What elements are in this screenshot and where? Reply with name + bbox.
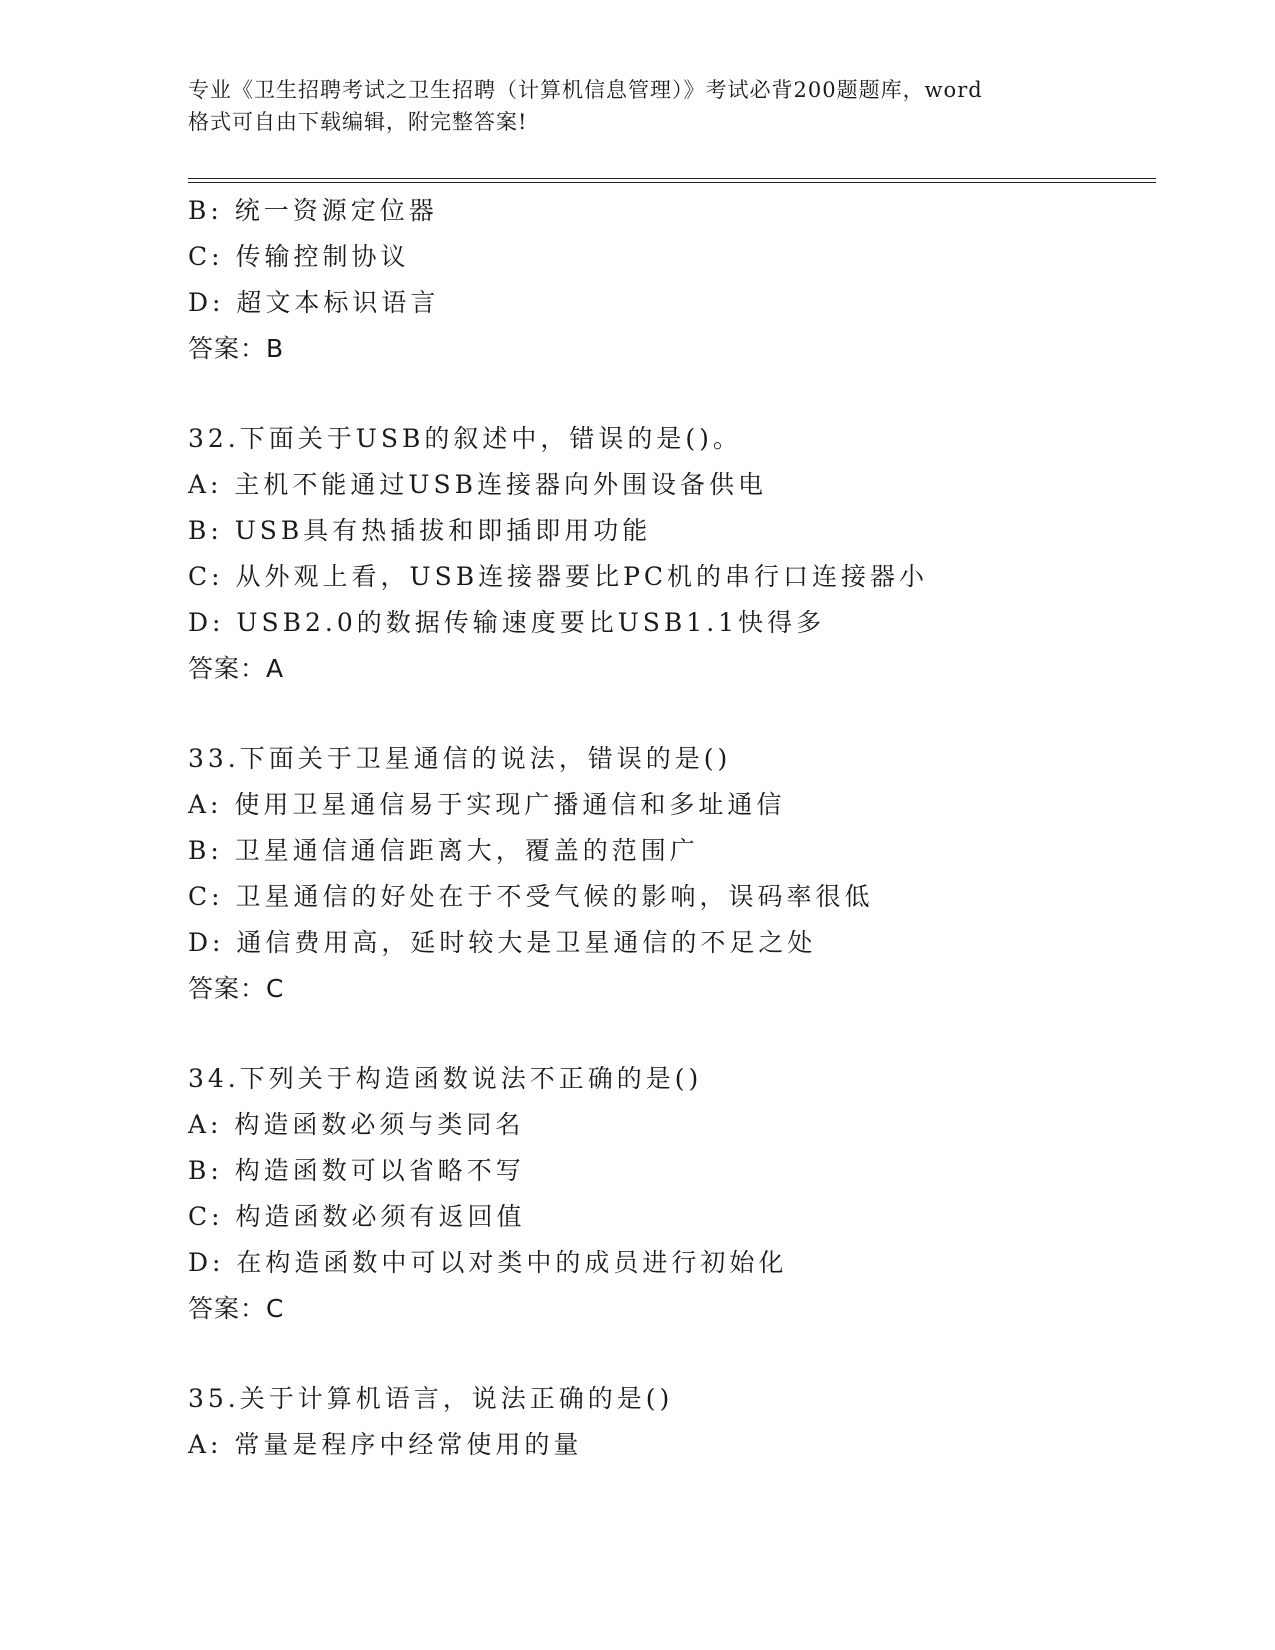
option-d: D: 通信费用高，延时较大是卫星通信的不足之处 bbox=[188, 928, 817, 957]
answer: 答案：B bbox=[188, 334, 285, 363]
question-text: 35.关于计算机语言，说法正确的是() bbox=[188, 1384, 674, 1413]
question-35 bbox=[188, 1376, 1148, 1468]
header-divider-top bbox=[188, 178, 1156, 179]
option-c: C: 传输控制协议 bbox=[188, 242, 410, 271]
question-text: 33.下面关于卫星通信的说法，错误的是() bbox=[188, 744, 732, 773]
option-c: C: 构造函数必须有返回值 bbox=[188, 1202, 526, 1231]
question-31-continued bbox=[188, 188, 1148, 372]
option-b: B: 卫星通信通信距离大，覆盖的范围广 bbox=[188, 836, 699, 865]
answer: 答案：A bbox=[188, 654, 285, 683]
spacer bbox=[188, 1012, 1148, 1056]
header-line-2: 格式可自由下载编辑，附完整答案! bbox=[188, 110, 528, 134]
option-d: D: USB2.0的数据传输速度要比USB1.1快得多 bbox=[188, 608, 826, 637]
option-b: B: USB具有热插拔和即插即用功能 bbox=[188, 516, 652, 545]
answer: 答案：C bbox=[188, 974, 285, 1003]
option-a: A: 常量是程序中经常使用的量 bbox=[188, 1430, 583, 1459]
question-33 bbox=[188, 736, 1148, 1012]
option-c: C: 从外观上看，USB连接器要比PC机的串行口连接器小 bbox=[188, 562, 929, 591]
spacer bbox=[188, 692, 1148, 736]
spacer bbox=[188, 372, 1148, 416]
document-header bbox=[188, 74, 1088, 138]
header-line-1: 专业《卫生招聘考试之卫生招聘（计算机信息管理）》考试必背200题题库，word bbox=[188, 78, 983, 102]
header-divider-bottom bbox=[188, 182, 1156, 183]
question-list bbox=[188, 188, 1148, 1468]
option-a: A: 主机不能通过USB连接器向外围设备供电 bbox=[188, 470, 767, 499]
option-c: C: 卫星通信的好处在于不受气候的影响，误码率很低 bbox=[188, 882, 874, 911]
option-b: B: 构造函数可以省略不写 bbox=[188, 1156, 525, 1185]
question-text: 34.下列关于构造函数说法不正确的是() bbox=[188, 1064, 703, 1093]
option-a: A: 构造函数必须与类同名 bbox=[188, 1110, 525, 1139]
option-a: A: 使用卫星通信易于实现广播通信和多址通信 bbox=[188, 790, 786, 819]
answer: 答案：C bbox=[188, 1294, 285, 1323]
option-d: D: 在构造函数中可以对类中的成员进行初始化 bbox=[188, 1248, 788, 1277]
question-34 bbox=[188, 1056, 1148, 1332]
question-text: 32.下面关于USB的叙述中，错误的是()。 bbox=[188, 424, 742, 453]
option-d: D: 超文本标识语言 bbox=[188, 288, 440, 317]
question-32 bbox=[188, 416, 1148, 692]
option-b: B: 统一资源定位器 bbox=[188, 196, 438, 225]
spacer bbox=[188, 1332, 1148, 1376]
